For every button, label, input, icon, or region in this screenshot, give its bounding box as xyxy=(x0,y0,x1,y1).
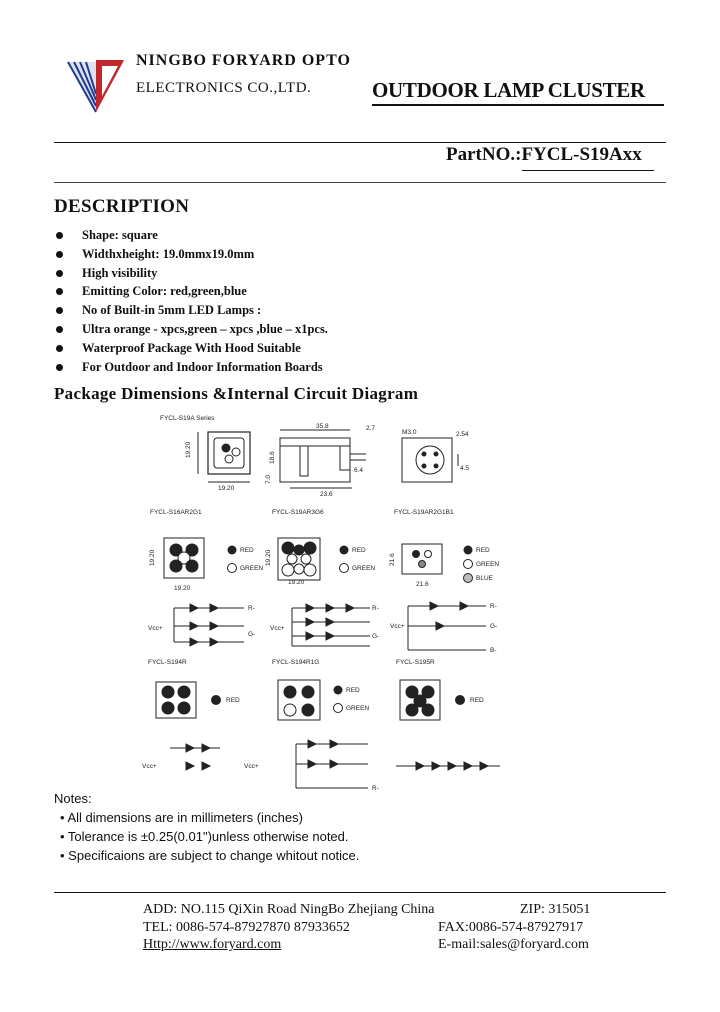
section-divider xyxy=(54,182,666,183)
footer-tel: TEL: 0086-574-87927870 87933652 xyxy=(143,920,350,935)
terminal-vcc: Vcc+ xyxy=(148,625,163,632)
legend-red: RED xyxy=(226,697,240,704)
blue-led-legend-icon xyxy=(464,574,473,583)
dim-side-inner: 7.0 xyxy=(265,474,272,484)
dim-front-height: 19.20 xyxy=(265,549,272,566)
circuit-diagram-2 xyxy=(292,604,370,646)
terminal-vcc: Vcc+ xyxy=(390,623,405,630)
notes-title: Notes: xyxy=(54,791,92,806)
led-layout-4 xyxy=(156,682,196,718)
legend-green: GREEN xyxy=(476,561,500,568)
document-title: OUTDOOR LAMP CLUSTER xyxy=(372,78,645,102)
dim-s3-width: 21.6 xyxy=(416,581,429,588)
footer-email[interactable]: E-mail:sales@foryard.com xyxy=(438,937,589,952)
bullet-icon xyxy=(56,232,63,239)
terminal-r: R- xyxy=(490,603,497,610)
description-item: For Outdoor and Indoor Information Boards xyxy=(54,358,328,377)
model-label: FYCL-S195R xyxy=(396,659,435,666)
series-label: FYCL-S19A Series xyxy=(160,415,215,422)
terminal-r: R- xyxy=(372,785,379,790)
dim-pin-hole: M3.0 xyxy=(402,429,417,436)
terminal-r: R- xyxy=(372,605,379,612)
company-logo xyxy=(66,56,126,114)
footer-divider xyxy=(54,892,666,893)
legend-blue: BLUE xyxy=(476,575,493,582)
dim-front-width: 19.20 xyxy=(218,485,235,492)
circuit-diagram-6 xyxy=(396,762,500,770)
bullet-icon xyxy=(56,345,63,352)
terminal-g: G- xyxy=(490,623,498,630)
bullet-icon xyxy=(56,326,63,333)
dim-side-base: 23.6 xyxy=(320,491,333,498)
legend-green: GREEN xyxy=(352,565,376,572)
company-name-line1: NINGBO FORYARD OPTO xyxy=(136,52,351,69)
description-list xyxy=(54,226,328,376)
red-led-legend-icon xyxy=(211,695,221,705)
legend-green: GREEN xyxy=(240,565,264,572)
led-layout-1 xyxy=(164,538,204,578)
bullet-icon xyxy=(56,251,63,258)
legend-red: RED xyxy=(346,687,360,694)
part-number: PartNO.:FYCL-S19Axx xyxy=(446,144,642,165)
legend-red: RED xyxy=(240,547,254,554)
notes-section xyxy=(54,789,359,865)
green-led-legend-icon xyxy=(228,564,237,573)
description-item: Widthxheight: 19.0mmx19.0mm xyxy=(54,245,328,264)
circuit-diagram-4 xyxy=(170,744,220,770)
led-layout-6 xyxy=(400,680,440,720)
dim-side-pin: 6.4 xyxy=(354,467,364,474)
dim-side-length: 35.8 xyxy=(316,423,329,430)
description-item: Emitting Color: red,green,blue xyxy=(54,282,328,301)
led-layout-3 xyxy=(402,544,442,574)
side-view-drawing xyxy=(280,430,366,488)
green-led-legend-icon xyxy=(340,564,349,573)
bullet-icon xyxy=(56,364,63,371)
description-item: Shape: square xyxy=(54,226,328,245)
bullet-icon xyxy=(56,288,63,295)
dim-side-height: 18.6 xyxy=(269,451,276,464)
package-heading: Package Dimensions &Internal Circuit Diagram xyxy=(54,384,419,403)
package-diagram xyxy=(140,410,520,790)
red-led-legend-icon xyxy=(455,695,465,705)
model-label: FYCL-S194R xyxy=(148,659,187,666)
dim-front-height: 19.20 xyxy=(185,441,192,458)
description-item: High visibility xyxy=(54,264,328,283)
bullet-icon xyxy=(56,270,63,277)
terminal-vcc: Vcc+ xyxy=(270,625,285,632)
circuit-diagram-1 xyxy=(174,604,244,646)
terminal-vcc: Vcc+ xyxy=(244,763,259,770)
model-label: FYCL-S194R1G xyxy=(272,659,320,666)
footer-zip: ZIP: 315051 xyxy=(520,902,591,917)
header-divider xyxy=(54,142,666,143)
red-led-legend-icon xyxy=(464,546,473,555)
terminal-vcc: Vcc+ xyxy=(142,763,157,770)
model-label: FYCL-S16AR2G1 xyxy=(150,509,202,516)
front-view-drawing xyxy=(198,432,250,482)
led-layout-2 xyxy=(278,538,320,580)
legend-red: RED xyxy=(352,547,366,554)
footer-fax: FAX:0086-574-87927917 xyxy=(438,920,584,935)
legend-green: GREEN xyxy=(346,705,370,712)
footer-address: ADD: NO.115 QiXin Road NingBo Zhejiang China xyxy=(143,902,435,917)
red-led-legend-icon xyxy=(228,546,237,555)
description-heading: DESCRIPTION xyxy=(54,196,190,217)
description-item: Waterproof Package With Hood Suitable xyxy=(54,339,328,358)
description-item: Ultra orange - xpcs,green – xpcs ,blue – x1pcs. xyxy=(54,320,328,339)
part-number-underline xyxy=(522,170,654,171)
terminal-g: G- xyxy=(248,631,256,638)
circuit-diagram-3 xyxy=(408,602,486,650)
green-led-legend-icon xyxy=(464,560,473,569)
legend-red: RED xyxy=(470,697,484,704)
dim-s3-height: 21.6 xyxy=(389,553,396,566)
dim-pin-pitch: 4.5 xyxy=(460,465,470,472)
dim-front-width: 19.20 xyxy=(174,585,191,592)
red-led-legend-icon xyxy=(334,686,343,695)
legend-red: RED xyxy=(476,547,490,554)
led-layout-5 xyxy=(278,680,320,720)
note-item: • Tolerance is ±0.25(0.01")unless otherwise noted. xyxy=(60,829,349,844)
red-led-legend-icon xyxy=(340,546,349,555)
model-label: FYCL-S19AR3G6 xyxy=(272,509,324,516)
bottom-view-drawing xyxy=(402,438,458,482)
terminal-g: G- xyxy=(372,633,380,640)
description-item: No of Built-in 5mm LED Lamps : xyxy=(54,301,328,320)
model-label: FYCL-S19AR2G1B1 xyxy=(394,509,454,516)
dim-front-height: 19.20 xyxy=(149,549,156,566)
terminal-b: B- xyxy=(490,647,497,654)
company-name-line2: ELECTRONICS CO.,LTD. xyxy=(136,80,312,96)
footer-website-link[interactable]: Http://www.foryard.com xyxy=(143,937,282,952)
title-underline xyxy=(372,104,664,106)
note-item: • Specificaions are subject to change whitout notice. xyxy=(60,848,360,863)
note-item: • All dimensions are in millimeters (inches) xyxy=(60,810,303,825)
terminal-r: R- xyxy=(248,605,255,612)
bullet-icon xyxy=(56,307,63,314)
dim-pin-size: 2.54 xyxy=(456,431,469,438)
dim-side-top: 2.7 xyxy=(366,425,376,432)
green-led-legend-icon xyxy=(334,704,343,713)
circuit-diagram-5 xyxy=(296,740,368,788)
dim-front-width: 19.20 xyxy=(288,579,305,586)
